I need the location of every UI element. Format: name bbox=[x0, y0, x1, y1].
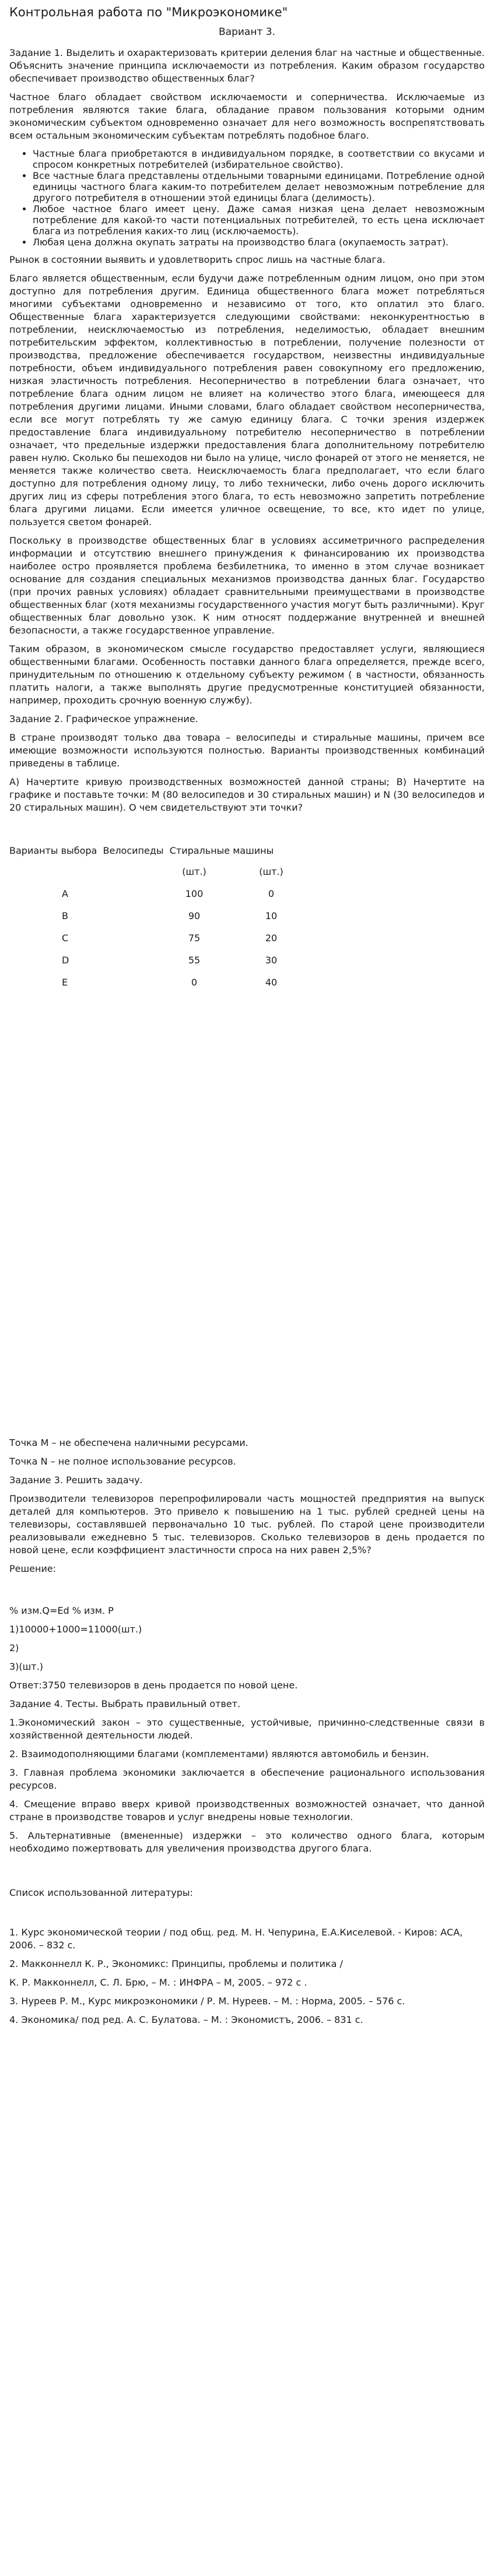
task3-heading: Задание 3. Решить задачу. bbox=[9, 1474, 143, 1486]
table-cell: B bbox=[62, 910, 68, 921]
solution-space bbox=[9, 1581, 485, 1604]
table-cell: 55 bbox=[188, 955, 201, 966]
table-row bbox=[15, 905, 310, 927]
table-cell: 90 bbox=[188, 910, 201, 921]
table-cell: E bbox=[62, 977, 68, 988]
task1-question: Задание 1. Выделить и охарактеризовать критерии деления благ на частные и общественные. Объяснить значение принципа исключаемости из потребления. Каким образом государство обеспечивает производство общественных благ? bbox=[9, 47, 485, 84]
task4-heading: Задание 4. Тесты. Выбрать правильный ответ. bbox=[9, 1698, 241, 1709]
elasticity-formula: % изм.Q=Ed % изм. P bbox=[9, 1605, 114, 1616]
test-answer: 3. Главная проблема экономики заключается в обеспечение рационального использования ресурсов. bbox=[9, 1767, 485, 1791]
task3-text: Производители телевизоров перепрофилировали часть мощностей предприятия на выпуск деталей для компьютеров. Это привело к повышению на 1 тыс. рублей средней цены на телевизоры, составлявшей первоначально 10 тыс. рублей. По старой цене производители реализовывали ежедневно 5 тыс. телевизоров. Сколько телевизоров в день продается по новой цене, если коэффициент эластичности спроса на них равен 2,5%? bbox=[9, 1493, 485, 1556]
solution-label: Решение: bbox=[9, 1563, 57, 1574]
test-answer: 1.Экономический закон – это существенные, устойчивые, причинно-следственные связи в хозяйственной деятельности людей. bbox=[9, 1717, 485, 1741]
table-cell: 20 bbox=[265, 932, 278, 944]
table-cell bbox=[15, 861, 156, 883]
reference-item: К. Р. Макконнелл, С. Л. Брю, – М. : ИНФРА – М, 2005. – 972 с . bbox=[9, 1977, 307, 1988]
list-item: • Любая цена должна окупать затраты на производство блага (окупаемость затрат). bbox=[33, 237, 485, 248]
test-answer: 5. Альтернативные (вмененные) издержки – это количество одного блага, которым необходимо пожертвовать для увеличения производства другого блага. bbox=[9, 1830, 485, 1854]
list-item: • Любое частное благо имеет цену. Даже самая низкая цена делает невозможным потребление для какой-то части потенциальных потребителей, то есть цена исключает блага из потребления каких-то лиц (исключаемость). bbox=[33, 203, 485, 237]
variants-table bbox=[15, 861, 310, 994]
references-heading: Список использованной литературы: bbox=[9, 1887, 193, 1898]
point-m-answer: Точка М – не обеспечена наличными ресурсами. bbox=[9, 1437, 248, 1448]
variant-label: Вариант 3. bbox=[219, 26, 275, 38]
table-cell: D bbox=[62, 955, 69, 966]
section-gap bbox=[9, 1905, 485, 1926]
table-row bbox=[15, 927, 310, 949]
graph-space bbox=[9, 994, 485, 1437]
variants-table-header bbox=[9, 844, 485, 857]
private-goods-list bbox=[9, 148, 485, 248]
column-header-washing-machines: Стиральные машины bbox=[169, 845, 274, 856]
task1-intro: Частное благо обладает свойством исключаемости и соперничества. Исключаемые из потребления являются такие блага, обладание правом пользования которыми одним экономическим субъектом одновременно означает для него возможность воспрепятствовать всем остальным экономическим субъектам потреблять подобное благо. bbox=[9, 92, 485, 141]
conclusion-paragraph: Таким образом, в экономическом смысле государство предоставляет услуги, являющиеся общественными благами. Особенность поставки данного блага определяется, прежде всего, принудительным по отношению к отдельному субъекту режимом ( в частности, обязанность платить налоги, а также выполнять другие предусмотренные конституцией обязанности, например, проходить срочную военную службу). bbox=[9, 643, 485, 706]
reference-item: 3. Нуреев Р. М., Курс микроэкономики / Р. М. Нуреев. – М. : Норма, 2005. – 576 с. bbox=[9, 1996, 405, 2007]
test-answer: 4. Смещение вправо вверх кривой производственных возможностей означает, что данной стране в производстве товаров и услуг внедрены новые технологии. bbox=[9, 1799, 485, 1822]
table-row bbox=[15, 972, 310, 994]
solution-step-2: 2) bbox=[9, 1642, 19, 1653]
table-row bbox=[15, 883, 310, 905]
table-cell: (шт.) bbox=[259, 866, 283, 877]
task2-questions: А) Начертите кривую производственных возможностей данной страны; В) Начертите на графике и поставьте точки: М (80 велосипедов и 30 стиральных машин) и N (30 велосипедов и 20 стиральных машин). О чем свидетельствуют эти точки? bbox=[9, 776, 485, 813]
table-cell: 30 bbox=[265, 955, 278, 966]
list-item: • Все частные блага представлены отдельными товарными единицами. Потребление одной единицы частного блага каким-то потребителем делает невозможным потребление для другого потребителя в отношении этой единицы блага (делимость). bbox=[33, 170, 485, 203]
solution-step-3: 3)(шт.) bbox=[9, 1661, 43, 1672]
market-note: Рынок в состоянии выявить и удовлетворить спрос лишь на частные блага. bbox=[9, 254, 386, 265]
point-n-answer: Точка N – не полное использование ресурсов. bbox=[9, 1456, 236, 1467]
table-cell: 10 bbox=[265, 910, 278, 921]
document-page bbox=[0, 5, 494, 2026]
table-cell: 0 bbox=[191, 977, 198, 988]
table-cell: 75 bbox=[188, 932, 201, 944]
references-section bbox=[9, 1887, 485, 2026]
table-cell: 40 bbox=[265, 977, 278, 988]
test-answer: 2. Взаимодополняющими благами (комплементами) являются автомобиль и бензин. bbox=[9, 1748, 429, 1759]
solution-step-1: 1)10000+1000=11000(шт.) bbox=[9, 1624, 142, 1635]
table-row bbox=[15, 949, 310, 972]
section-gap bbox=[9, 1861, 485, 1887]
task2-heading: Задание 2. Графическое упражнение. bbox=[9, 713, 198, 724]
column-header-bicycles: Велосипеды bbox=[103, 845, 164, 856]
reference-item: 4. Экономика/ под ред. А. С. Булатова. – М. : Экономистъ, 2006. – 831 с. bbox=[9, 2014, 363, 2025]
column-header-variants: Варианты выбора bbox=[9, 845, 97, 856]
task3-answer: Ответ:3750 телевизоров в день продается по новой цене. bbox=[9, 1680, 298, 1691]
table-cell: (шт.) bbox=[182, 866, 206, 877]
document-title: Контрольная работа по "Микроэкономике" bbox=[9, 5, 288, 19]
public-goods-paragraph: Благо является общественным, если будучи даже потребленным одним лицом, оно при этом доступно для потребления другим. Единица общественного блага может потребляться многими субъектами одновременно и независимо от того, кто оплатил это благо. Общественные блага характеризуется следующими свойствами: неконкурентностью в потреблении, неисключаемостью из потребления, неделимостью, обладает внешним потребительским эффектом, коллективностью в потреблении, получение полезности от производства, предложение обеспечивается государством, неизвестны индивидуальные потребности, объем индивидуального потребления равен совокупному его предложению, низкая эластичность потребления. Несоперничество в потреблении блага означает, что потребление блага одним лицом не влияет на количество этого блага, имеющееся для потребления другими лицами. Иными словами, благо обладает свойством несоперничества, если все могут потреблять ту же самую единицу блага. С точки зрения издержек предоставление блага индивидуальному потребителю несоперничество в потреблении означает, что предельные издержки предоставления блага дополнительному потребителю равен нулю. Сколько бы пешеходов ни было на улице, число фонарей от этого не меняется, не меняется также количество света. Неисключаемость блага предполагает, что если благо доступно для потребления одному лицу, то либо технически, либо очень дорого исключить других лиц из сферы потребления этого блага, то есть невозможно запретить потребление блага другими лицами. Если имеется уличное освещение, то все, кто идет по улице, пользуется светом фонарей. bbox=[9, 273, 485, 527]
state-production-paragraph: Поскольку в производстве общественных благ в условиях ассиметричного распределения информации и отсутствию внешнего принуждения к финансированию их производства наиболее остро проявляется проблема безбилетника, то именно в этом случае возникает основание для создания специальных механизмов производства данных благ. Государство (при прочих равных условиях) обладает сравнительными преимуществами в производстве общественных благ (хотя механизмы государственного участия могут быть различными). Круг общественных благ довольно узок. К ним относят поддержание внутренней и внешней безопасности, а также государственное управление. bbox=[9, 535, 485, 636]
reference-item: 1. Курс экономической теории / под общ. ред. М. Н. Чепурина, Е.А.Киселевой. - Киров: АСА, 2006. – 832 с. bbox=[9, 1927, 463, 1951]
table-units-row bbox=[15, 861, 310, 883]
table-cell: A bbox=[62, 888, 68, 899]
table-cell: 100 bbox=[185, 888, 204, 899]
task2-text: В стране производят только два товара – велосипеды и стиральные машины, причем все имеющие возможности используются полностью. Варианты производственных комбинаций приведены в таблице. bbox=[9, 732, 485, 769]
reference-item: 2. Макконнелл К. Р., Экономикс: Принципы, проблемы и политика / bbox=[9, 1958, 343, 1969]
table-cell: C bbox=[62, 932, 69, 944]
table-cell: 0 bbox=[268, 888, 275, 899]
list-item: • Частные блага приобретаются в индивидуальном порядке, в соответствии со вкусами и спросом конкретных потребителей (избирательное свойство). bbox=[33, 148, 485, 170]
